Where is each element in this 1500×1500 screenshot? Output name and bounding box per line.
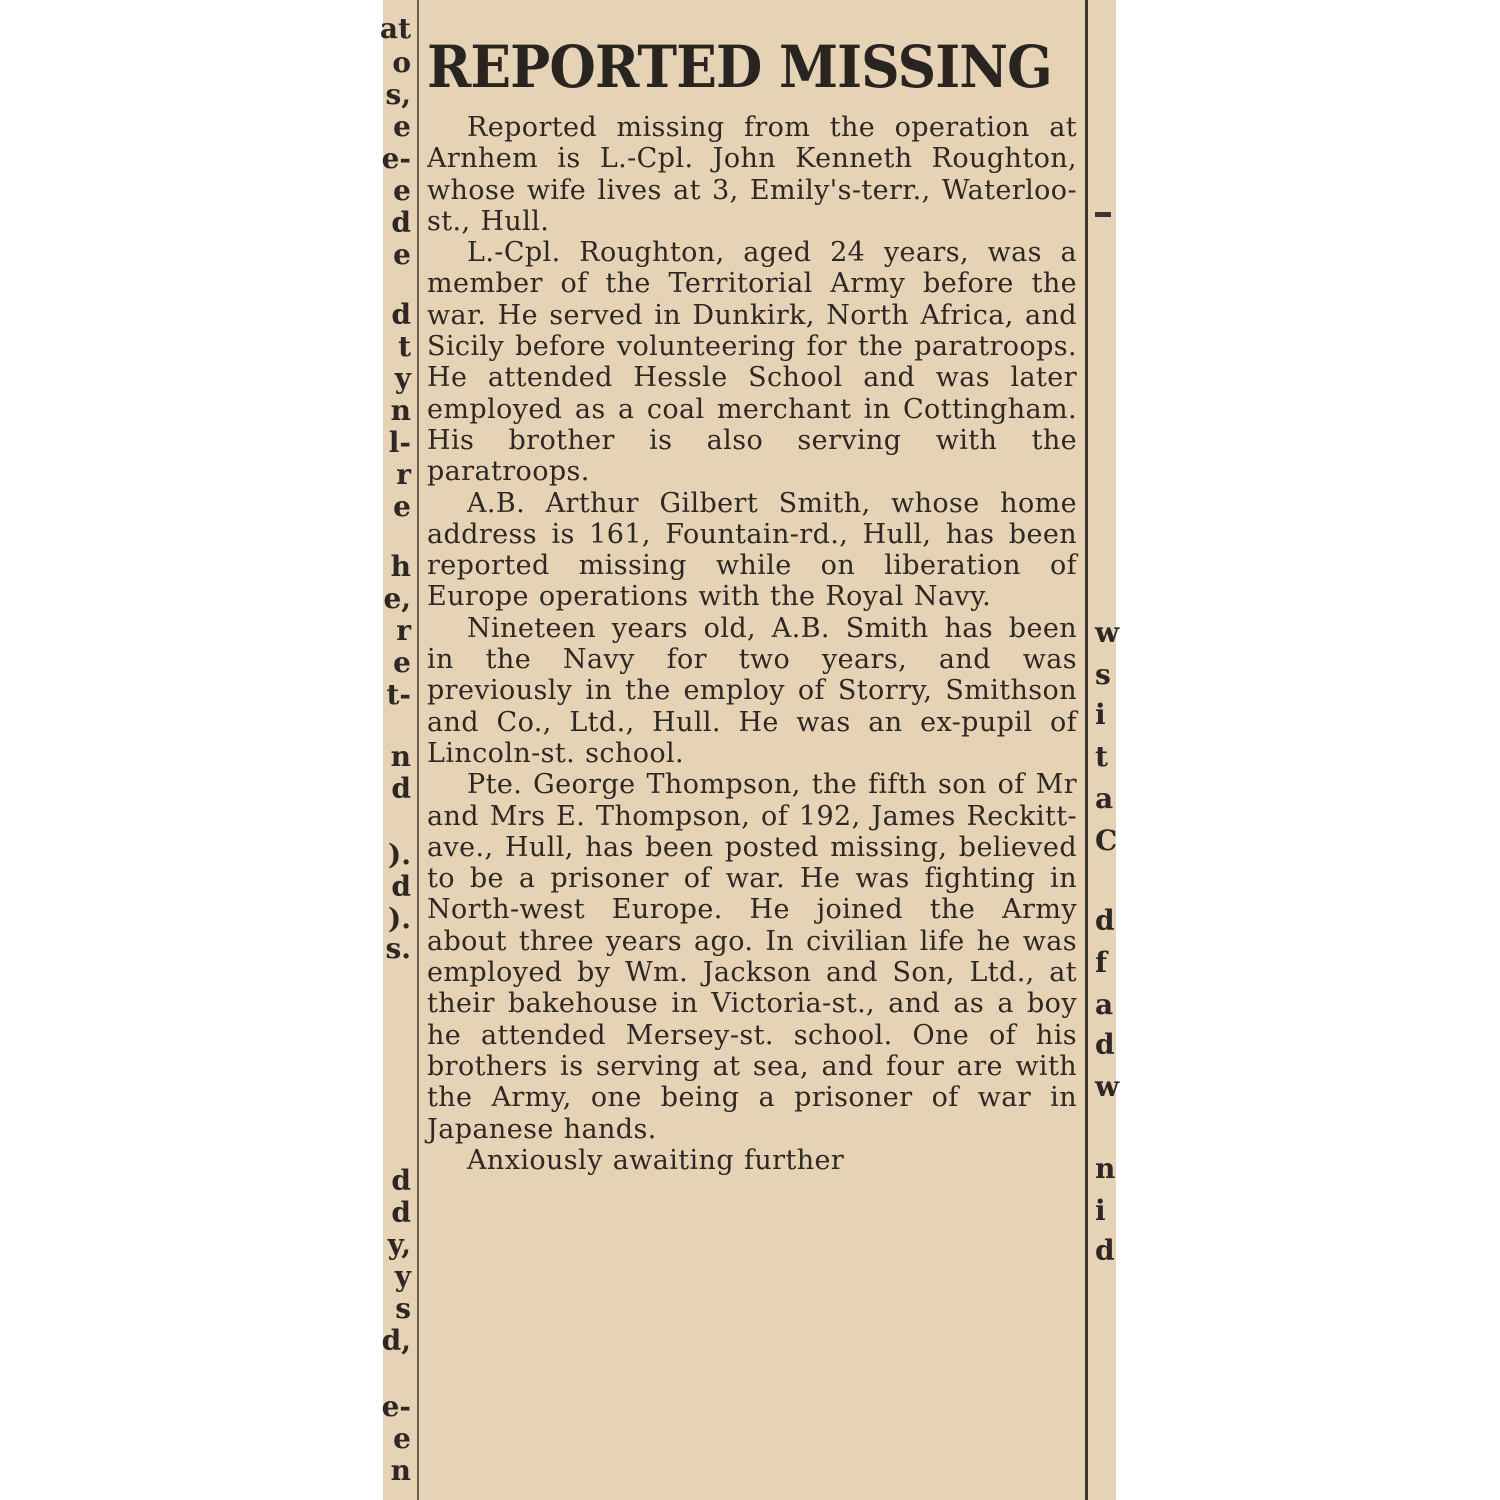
fragment: t: [398, 330, 411, 363]
fragment: d: [1095, 904, 1115, 937]
fragment: y: [394, 1260, 411, 1293]
fragment: e: [393, 646, 411, 679]
fragment: e: [393, 490, 411, 523]
adjacent-column-right: [1095, 0, 1120, 1500]
paragraph-roughton-details: L.-Cpl. Roughton, aged 24 years, was a member of the Territorial Army before the war. He served in Dunkirk, North Africa, and Sicily before volunteering for the paratroops. He attended Hessle School and was later employed as a coal merchant in Cottingham. His brother is also serving with the paratroops.: [427, 237, 1077, 488]
fragment: n: [390, 740, 411, 773]
fragment: i: [1095, 1194, 1106, 1227]
fragment: e-: [381, 1390, 411, 1423]
fragment: n: [390, 1454, 411, 1487]
fragment: h: [390, 550, 411, 583]
article-headline: REPORTED MISSING: [427, 33, 1052, 101]
fragment: d: [1095, 1234, 1115, 1267]
fragment: f: [1095, 946, 1108, 979]
fragment: a: [1095, 988, 1114, 1021]
fragment: l-: [388, 426, 411, 459]
news-article: [427, 32, 1077, 1176]
fragment: e: [393, 174, 411, 207]
article-body: [427, 112, 1077, 1176]
paragraph-roughton-missing: Reported missing from the operation at Arnhem is L.-Cpl. John Kenneth Roughton, whose wife lives at 3, Emily's-terr., Waterloo-st., Hull.: [427, 112, 1077, 237]
fragment: w: [1095, 616, 1120, 649]
fragment: d: [391, 298, 411, 331]
fragment: d: [391, 772, 411, 805]
fragment: d: [1095, 1028, 1115, 1061]
fragment: a: [1095, 782, 1114, 815]
fragment: C: [1095, 824, 1118, 857]
fragment: d: [391, 1164, 411, 1197]
paragraph-thompson: Pte. George Thompson, the fifth son of Mr and Mrs E. Thompson, of 192, James Reckitt-ave., Hull, has been posted missing, believed to be a prisoner of war. He was fighting in North-west Europe. He joined the Army about three years ago. In civilian life he was employed by Wm. Jackson and Son, Ltd., at their bakehouse in Victoria-st., and as a boy he attended Mersey-st. school. One of his brothers is serving at sea, and four are with the Army, one being a prisoner of war in Japanese hands.: [427, 769, 1077, 1145]
newspaper-clipping: [379, 0, 1120, 1500]
fragment: y: [394, 362, 411, 395]
fragment: d,: [381, 1324, 411, 1357]
fragment: s: [1095, 658, 1111, 691]
fragment: e-: [381, 142, 411, 175]
fragment: t-: [386, 678, 411, 711]
fragment: at: [379, 12, 411, 45]
paragraph-smith-details: Nineteen years old, A.B. Smith has been in the Navy for two years, and was previously in the employ of Storry, Smithson and Co., Ltd., Hull. He was an ex-pupil of Lincoln-st. school.: [427, 612, 1077, 769]
fragment: r: [396, 614, 411, 647]
fragment: t: [1095, 740, 1108, 773]
fragment: s.: [385, 932, 411, 965]
fragment: d: [391, 206, 411, 239]
fragment: n: [390, 394, 411, 427]
column-rule-left: [417, 0, 419, 1500]
fragment: r: [396, 458, 411, 491]
fragment: i: [1095, 698, 1106, 731]
fragment: n: [1095, 1152, 1116, 1185]
fragment: w: [1095, 1070, 1120, 1103]
fragment: y,: [387, 1228, 411, 1261]
fragment: d: [391, 870, 411, 903]
fragment: ).: [388, 838, 411, 871]
column-rule-right: [1085, 0, 1088, 1500]
fragment: ).: [388, 902, 411, 935]
fragment: e: [393, 110, 411, 143]
fragment: e: [393, 1422, 411, 1455]
fragment: e,: [383, 582, 411, 615]
paragraph-truncated: Anxiously awaiting further: [467, 1144, 845, 1176]
fragment: o: [392, 46, 411, 79]
fragment: e: [393, 238, 411, 271]
paragraph-smith-missing: A.B. Arthur Gilbert Smith, whose home address is 161, Fountain-rd., Hull, has been reported missing while on liberation of Europe operations with the Royal Navy.: [427, 487, 1077, 613]
adjacent-column-left: [379, 0, 413, 1500]
fragment: s: [395, 1292, 411, 1325]
fragment: d: [391, 1196, 411, 1229]
fragment: s,: [385, 78, 411, 111]
